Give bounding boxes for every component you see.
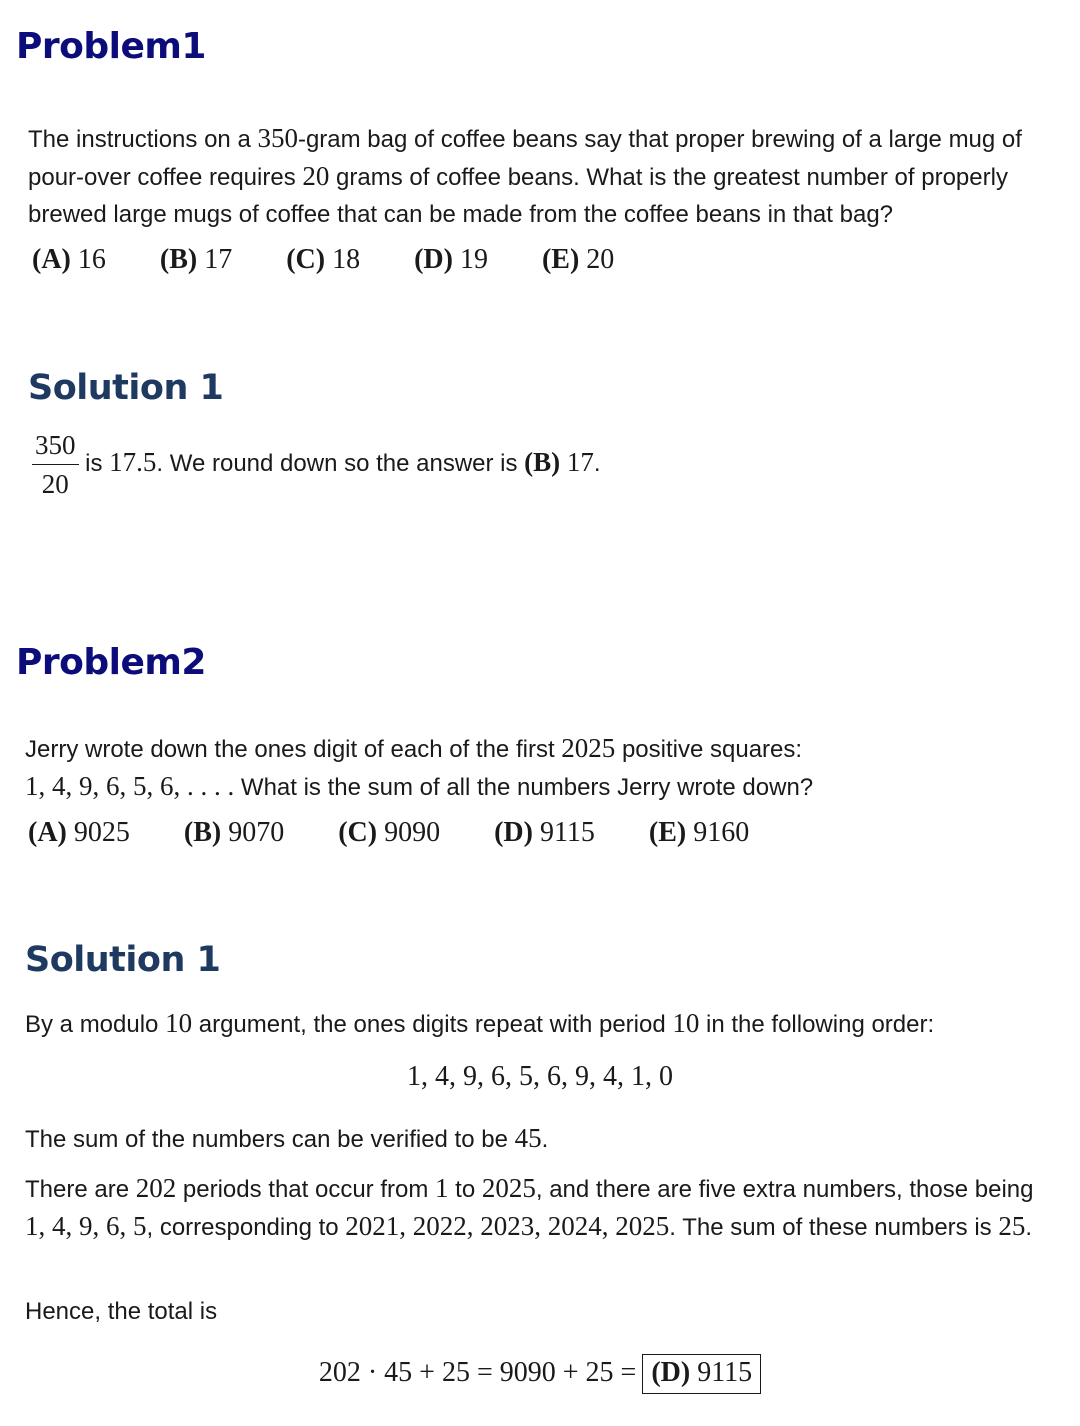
solution-2-paragraph-2: The sum of the numbers can be verified to be 45.	[25, 1123, 549, 1153]
final-answer-box: (D) 9115	[642, 1354, 761, 1394]
solution-2-paragraph-3: There are 202 periods that occur from 1 to 2025, and there are five extra numbers, those being 1, 4, 9, 6, 5, corresponding to 2021, 2022, 2023, 2024, 2025. The sum of these numbers is 25.	[25, 1173, 1034, 1241]
choice-c: (C) 9090	[338, 817, 441, 848]
digit-sequence: 1, 4, 9, 6, 5, 6, 9, 4, 1, 0	[407, 1061, 673, 1092]
choice-a: (A) 16	[32, 244, 106, 275]
final-equation: 202 · 45 + 25 = 9090 + 25 = (D) 9115	[0, 1354, 1080, 1394]
choice-c: (C) 18	[286, 244, 361, 275]
choice-b: (B) 17	[159, 244, 233, 275]
solution-1-text: $\frac{350}{20}$ is 17.5. We round down so the answer is (B) 17.	[32, 428, 601, 501]
solution-1-title: Solution 1	[28, 368, 224, 408]
fraction: $\frac{350}{20}$	[32, 428, 79, 501]
problem-1-statement: The instructions on a 350-gram bag of coffee beans say that proper brewing of a large mug of pour-over coffee requires 20 grams of coffee beans. What is the greatest number of properly brewed large mugs of coffee that can be made from the coffee beans in that bag?	[28, 123, 1022, 228]
choice-e: (E) 9160	[648, 817, 750, 848]
problem-2-title: Problem2	[16, 642, 206, 683]
problem-1-title: Problem1	[16, 26, 206, 67]
solution-2-title: Solution 1	[25, 940, 221, 980]
problem-1-choices	[32, 244, 668, 276]
problem-2-statement: Jerry wrote down the ones digit of each of the first 2025 positive squares: 1, 4, 9, 6, 5, 6, . . . . What is the sum of all the numbers Jerry wrote down?	[25, 733, 814, 801]
choice-b: (B) 9070	[183, 817, 285, 848]
choice-d: (D) 19	[414, 244, 488, 275]
solution-2-paragraph-4: Hence, the total is	[25, 1298, 218, 1325]
choice-e: (E) 20	[541, 244, 615, 275]
choice-d: (D) 9115	[494, 817, 595, 848]
choice-a: (A) 9025	[28, 817, 130, 848]
solution-2-paragraph-1: By a modulo 10 argument, the ones digits repeat with period 10 in the following order:	[25, 1008, 935, 1038]
problem-2-choices	[28, 817, 803, 849]
